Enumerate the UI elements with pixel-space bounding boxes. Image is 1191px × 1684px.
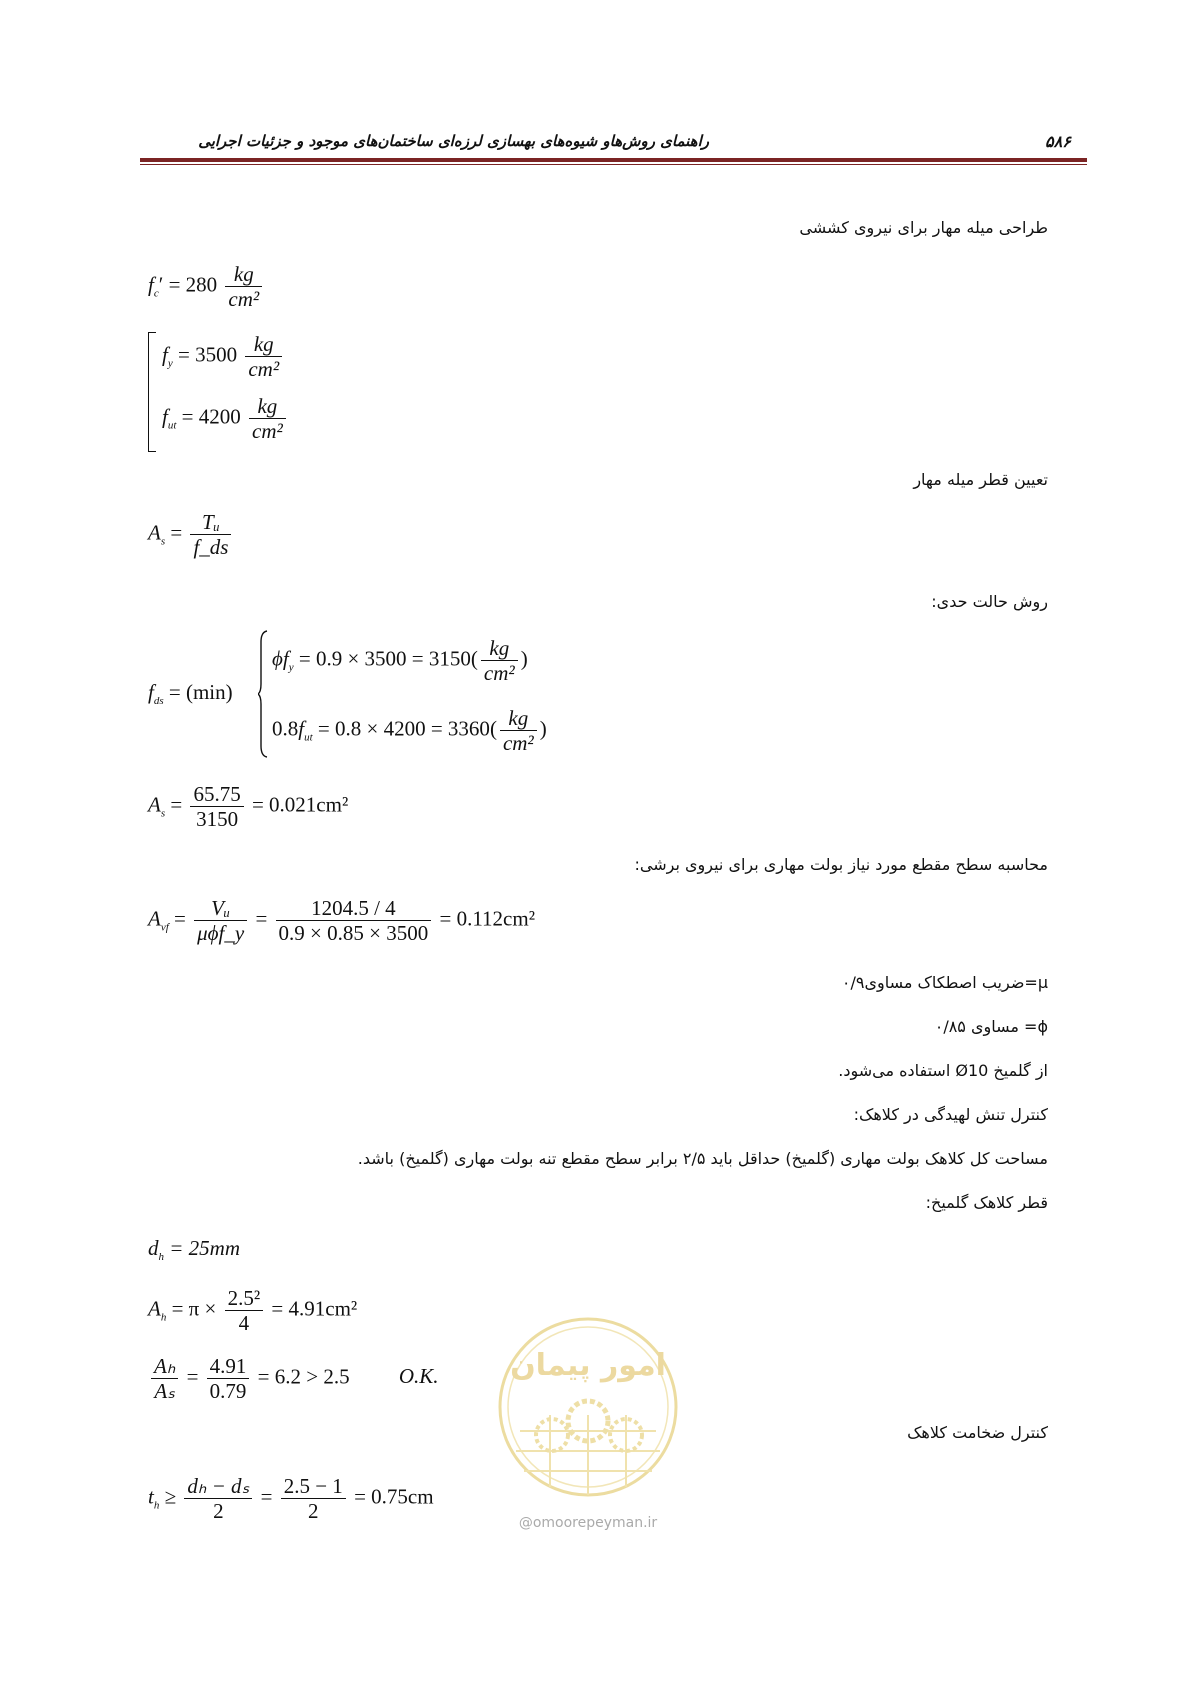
fds-line1-unit-num: kg — [481, 636, 518, 661]
friction-coefficient-note: μ=ضریب اصطکاک مساوی۰/۹ — [841, 973, 1048, 992]
page-number: ۵۸۶ — [1045, 132, 1071, 151]
fds-min-label: = (min) — [168, 680, 233, 704]
avf-num1: Vᵤ — [194, 896, 247, 921]
head-diameter-title: قطر کلاهک گلمیخ: — [925, 1193, 1048, 1212]
equation-as-definition: $A_s$ = $\frac{\text{Tᵤ}}{f\_ds}$ — [148, 510, 234, 559]
header-title: راهنمای روش‌هاو شیوه‌های بهسازی لرزه‌ای ساختمان‌های موجود و جزئیات اجرایی — [198, 132, 709, 150]
ah-prefix: = π × — [171, 1296, 217, 1321]
avf-num2: 1204.5 / 4 — [276, 896, 432, 921]
equation-fds-line1: $\phi f_y = 0.9 \times 3500 = 3150$( $\frac{kg}{\text{cm²}}$ ) — [272, 636, 528, 686]
fds-line1-unit-den: cm² — [483, 661, 515, 686]
equation-avf: $A_{vf}$ = $\frac{\text{Vᵤ}}{\text{μϕf\_y}}$ = $\frac{1204.5 / 4}{0.9 \times 0.85 \times 3500}$ = 0.112cm² — [148, 896, 535, 946]
ah-num: 2.5² — [225, 1286, 264, 1311]
fy-value: = 3500 — [177, 342, 238, 367]
fy-unit-num: kg — [245, 332, 282, 357]
equation-fds-label: $f_{ds} = (\min)$ — [148, 680, 233, 708]
ratio-ok: O.K. — [398, 1364, 439, 1389]
equation-ah: $A_h = \pi$ × $\frac{\text{2.5²}}{4}$ = 4.91cm² — [148, 1286, 358, 1336]
as-calc-result: = 0.021cm² — [251, 792, 349, 817]
avf-result: = 0.112cm² — [439, 906, 535, 931]
fds-line2-unit-num: kg — [500, 706, 537, 731]
equation-dh: $d_h = 25mm$ — [148, 1236, 241, 1264]
equation-fds-line2: $0.8f_{ut} = 0.8 \times 4200 = 3360$( $\frac{kg}{\text{cm²}}$ ) — [272, 706, 547, 756]
left-bracket — [148, 332, 156, 452]
equation-fut: $f_{ut} = 4200$ $\frac{kg}{\text{cm²}}$ — [162, 394, 289, 443]
fds-line2-text: = 0.8 × 4200 = 3360 — [317, 716, 490, 741]
watermark-url: @omoorepeyman.ir — [518, 1515, 658, 1531]
header-rule-thin — [140, 164, 1087, 165]
section-title-tension-design: طراحی میله مهار برای نیروی کششی — [799, 218, 1048, 237]
header-rule — [140, 158, 1087, 162]
dh-value: = 25mm — [169, 1236, 241, 1260]
bearing-check-title: کنترل تنش لهیدگی در کلاهک: — [853, 1105, 1048, 1124]
head-thickness-title: کنترل ضخامت کلاهک — [907, 1423, 1048, 1442]
fc-unit-den: cm² — [228, 287, 260, 312]
ratio-result: = 6.2 > 2.5 — [257, 1364, 350, 1389]
fut-value: = 4200 — [181, 404, 241, 429]
fc-value: = 280 — [168, 272, 218, 297]
ah-den: 4 — [238, 1311, 250, 1336]
th-num1: dₕ − dₛ — [184, 1474, 252, 1499]
as-calc-den: 3150 — [196, 807, 239, 832]
head-area-requirement: مساحت کل کلاهک بولت مهاری (گلمیخ) حداقل باید ۲/۵ برابر سطح مقطع تنه بولت مهاری (گلمیخ) باشد. — [357, 1149, 1048, 1168]
section-title-limit-state: روش حالت حدی: — [931, 592, 1048, 611]
equation-area-ratio: $\frac{\text{Aₕ}}{\text{Aₛ}}$ = $\frac{4.91}{0.79}$ = 6.2 > 2.5 O.K. — [148, 1354, 439, 1403]
fds-line1-text: = 0.9 × 3500 = 3150 — [298, 646, 471, 671]
curly-brace — [258, 630, 268, 758]
th-den2: 2 — [308, 1499, 319, 1524]
equation-fc: $f_c' = 280$ $\frac{kg}{\text{cm²}}$ — [148, 262, 265, 311]
avf-den1: μϕf_y — [197, 921, 245, 946]
section-title-rod-diameter: تعیین قطر میله مهار — [913, 470, 1048, 489]
th-result: = 0.75cm — [354, 1484, 434, 1509]
equation-fy: $f_y = 3500$ $\frac{kg}{\text{cm²}}$ — [162, 332, 285, 381]
watermark-logo — [490, 1311, 686, 1533]
ratio-lhs-num: Aₕ — [151, 1354, 178, 1379]
ratio-num: 4.91 — [207, 1354, 250, 1379]
th-num2: 2.5 − 1 — [281, 1474, 346, 1499]
fy-unit-den: cm² — [248, 357, 280, 382]
ratio-den: 0.79 — [209, 1379, 247, 1404]
stud-selection-note: از گلمیخ Ø10 استفاده می‌شود. — [838, 1061, 1048, 1080]
fut-unit-num: kg — [249, 394, 286, 419]
phi-note: ϕ= مساوی ۰/۸۵ — [934, 1017, 1048, 1036]
as-def-num: Tᵤ — [190, 510, 231, 535]
equation-th: $t_h$ ≥ $\frac{\text{dₕ − dₛ}}{2}$ = $\frac{2.5 - 1}{2}$ = 0.75cm — [148, 1474, 434, 1524]
as-def-den: f_ds — [193, 535, 229, 560]
fut-unit-den: cm² — [252, 419, 283, 444]
section-title-shear-area: محاسبه سطح مقطع مورد نیاز بولت مهاری برای نیروی برشی: — [634, 855, 1048, 874]
fc-unit-num: kg — [225, 262, 262, 287]
fds-line2-unit-den: cm² — [502, 731, 534, 756]
avf-den2: 0.9 × 0.85 × 3500 — [278, 921, 429, 946]
ah-result: = 4.91cm² — [271, 1296, 358, 1321]
equation-as-calc: $A_s$ = $\frac{65.75}{3150}$ = 0.021cm² — [148, 782, 349, 832]
watermark-logo-text: امور پیمان — [510, 1348, 666, 1383]
ratio-lhs-den: Aₛ — [154, 1379, 175, 1404]
as-calc-num: 65.75 — [190, 782, 243, 807]
page-header — [140, 128, 1087, 168]
th-den1: 2 — [213, 1499, 224, 1524]
